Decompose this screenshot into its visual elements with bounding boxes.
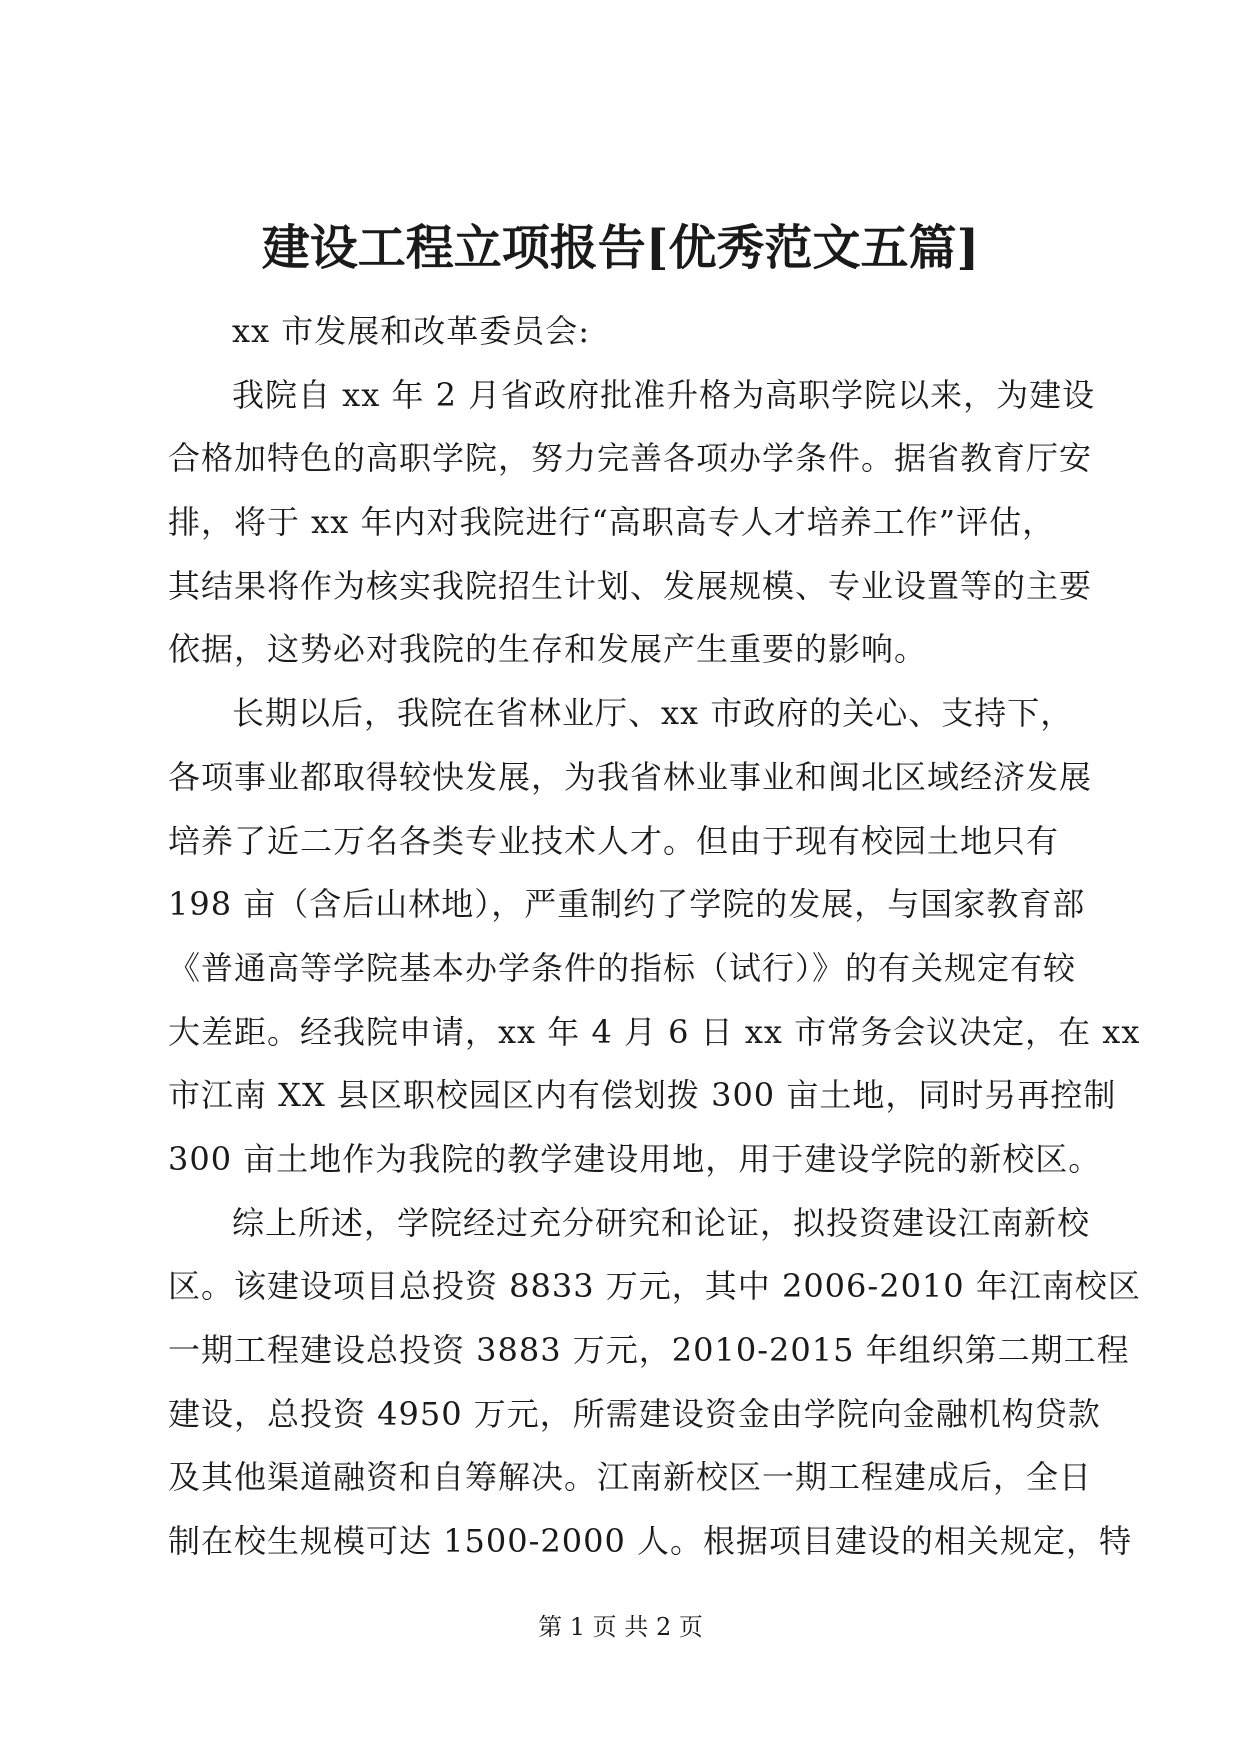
text-line: 198 亩（含后山林地），严重制约了学院的发展，与国家教育部 <box>168 885 1086 924</box>
text-line: 长期以后，我院在省林业厅、xx 市政府的关心、支持下， <box>232 694 1074 733</box>
text-line: 制在校生规模可达 1500-2000 人。根据项目建设的相关规定，特 <box>168 1522 1133 1561</box>
text-line: 区。该建设项目总投资 8833 万元，其中 2006-2010 年江南校区 <box>168 1267 1141 1306</box>
text-line: 市江南 XX 县区职校园区内有偿划拨 300 亩土地，同时另再控制 <box>168 1076 1117 1115</box>
text-line: 其结果将作为核实我院招生计划、发展规模、专业设置等的主要 <box>168 566 1093 605</box>
text-line: 依据，这势必对我院的生存和发展产生重要的影响。 <box>168 630 928 669</box>
text-line: 培养了近二万名各类专业技术人才。但由于现有校园土地只有 <box>168 821 1060 860</box>
text-line: 合格加特色的高职学院，努力完善各项办学条件。据省教育厅安 <box>168 439 1093 478</box>
document-title: 建设工程立项报告[优秀范文五篇] <box>261 220 980 276</box>
text-line: 一期工程建设总投资 3883 万元，2010-2015 年组织第二期工程 <box>168 1331 1130 1369</box>
text-line: 各项事业都取得较快发展，为我省林业事业和闽北区域经济发展 <box>168 757 1093 796</box>
text-line: 综上所述，学院经过充分研究和论证，拟投资建设江南新校 <box>232 1203 1091 1242</box>
text-line: 我院自 xx 年 2 月省政府批准升格为高职学院以来，为建设 <box>232 375 1096 414</box>
text-line: 300 亩土地作为我院的教学建设用地，用于建设学院的新校区。 <box>168 1139 1102 1178</box>
text-line: 排，将于 xx 年内对我院进行“高职高专人才培养工作”评估， <box>168 503 1056 542</box>
document-body <box>168 300 1141 1574</box>
text-line: 大差距。经我院申请，xx 年 4 月 6 日 xx 市常务会议决定，在 xx <box>168 1012 1141 1051</box>
text-line: 及其他渠道融资和自筹解决。江南新校区一期工程建成后，全日 <box>168 1458 1093 1497</box>
page-footer: 第 1 页 共 2 页 <box>538 1613 703 1641</box>
text-line: 建设，总投资 4950 万元，所需建设资金由学院向金融机构贷款 <box>168 1394 1101 1433</box>
text-line: 《普通高等学院基本办学条件的指标（试行）》的有关规定有较 <box>168 948 1077 987</box>
text-line: xx 市发展和改革委员会: <box>232 312 591 350</box>
